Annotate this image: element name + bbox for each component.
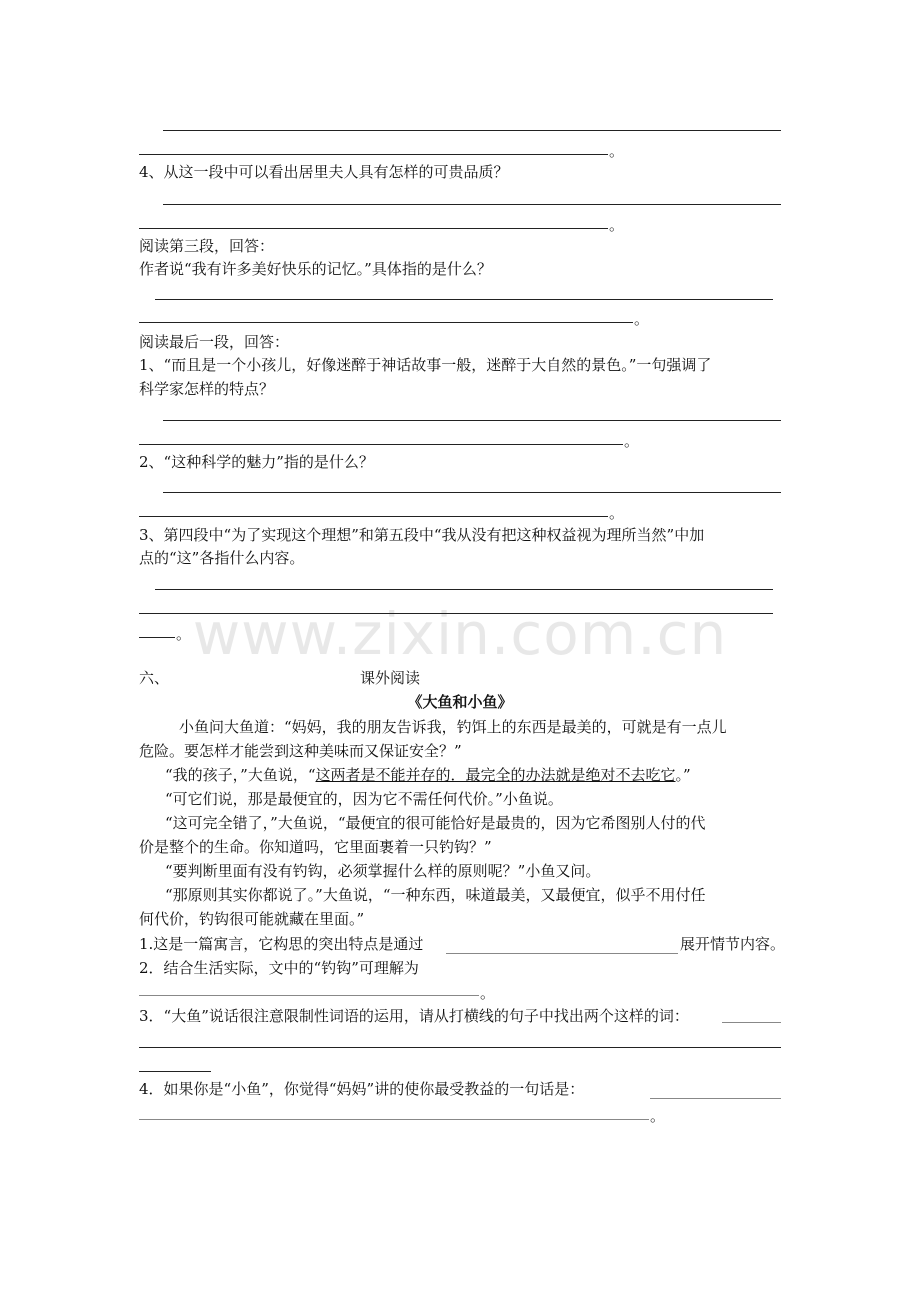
story-paragraph: “这可完全错了，”大鱼说，“最便宜的很可能恰好是最贵的，因为它希图别人付的代	[165, 814, 706, 832]
last-question-1-cont: 科学家怎样的特点？	[139, 380, 275, 398]
answer-line	[722, 1022, 781, 1023]
answer-line	[155, 299, 773, 300]
answer-line	[139, 228, 608, 229]
question-1: 1.这是一篇寓言，它构思的突出特点是通过	[139, 935, 424, 953]
last-question-1: 1、“而且是一个小孩儿，好像迷醉于神话故事一般，迷醉于大自然的景色。”一句强调了	[139, 356, 712, 374]
period: 。	[480, 984, 496, 1002]
story-paragraph: “可它们说，那是最便宜的，因为它不需任何代价。”小鱼说。	[165, 790, 563, 808]
answer-line	[139, 613, 773, 614]
last-section-heading: 阅读最后一段，回答：	[139, 333, 290, 351]
story-title: 《大鱼和小鱼》	[407, 693, 513, 711]
answer-line	[139, 154, 608, 155]
dialogue-text: “我的孩子，”大鱼说，“	[165, 766, 316, 784]
story-paragraph: 价是整个的生命。你知道吗，它里面裹着一只钓钩？”	[139, 838, 492, 856]
answer-line	[139, 516, 608, 517]
story-paragraph: 危险。要怎样才能尝到这种美味而又保证安全？”	[139, 742, 462, 760]
story-paragraph: “那原则其实你都说了。”大鱼说，“一种东西，味道最美，又最便宜，似乎不用付任	[165, 886, 706, 904]
watermark: www.zixin.com.cn	[192, 600, 728, 668]
period: 。	[609, 216, 625, 234]
period: 。	[624, 432, 640, 450]
last-question-3: 3、第四段中“为了实现这个理想”和第五段中“我从没有把这种权益视为理所当然”中加	[139, 526, 705, 544]
section-name: 课外阅读	[360, 669, 421, 687]
answer-line	[139, 1047, 781, 1048]
answer-line	[163, 420, 781, 421]
period: 。	[176, 625, 192, 643]
answer-line	[163, 130, 781, 131]
period: 。	[650, 1107, 666, 1125]
last-question-3-cont: 点的“这”各指什么内容。	[139, 549, 305, 567]
answer-line	[139, 1119, 649, 1120]
question-2: 2．结合生活实际，文中的“钓钩”可理解为	[139, 959, 419, 977]
section-number: 六、	[139, 669, 170, 687]
section-3-heading: 阅读第三段，回答：	[139, 237, 275, 255]
underlined-sentence: 这两者是不能并存的．最完全的办法就是绝对不去吃它	[315, 766, 676, 784]
dialogue-text: 。”	[675, 766, 691, 784]
period: 。	[609, 142, 625, 160]
period: 。	[634, 310, 650, 328]
answer-line	[139, 444, 623, 445]
answer-line	[446, 953, 678, 954]
question-4-fish: 4．如果你是“小鱼”，你觉得“妈妈”讲的使你最受教益的一句话是：	[139, 1080, 585, 1098]
answer-line	[139, 637, 175, 638]
answer-line	[163, 204, 781, 205]
period: 。	[609, 504, 625, 522]
answer-line	[139, 995, 479, 996]
question-1-end: 展开情节内容。	[680, 935, 786, 953]
question-4: 4、从这一段中可以看出居里夫人具有怎样的可贵品质？	[139, 163, 509, 181]
answer-line	[163, 492, 781, 493]
question-3: 3．“大鱼”说话很注意限制性词语的运用，请从打横线的句子中找出两个这样的词：	[139, 1007, 689, 1025]
answer-line	[155, 589, 773, 590]
section-3-question: 作者说“我有许多美好快乐的记忆。”具体指的是什么？	[139, 260, 492, 278]
story-paragraph: 何代价，钓钩很可能就藏在里面。”	[139, 910, 365, 928]
story-paragraph: 小鱼问大鱼道：“妈妈，我的朋友告诉我，钓饵上的东西是最美的，可就是有一点儿	[179, 718, 727, 736]
answer-line	[139, 322, 633, 323]
last-question-2: 2、“这种科学的魅力”指的是什么？	[139, 453, 374, 471]
answer-line	[650, 1098, 781, 1099]
story-paragraph	[165, 764, 691, 786]
answer-line	[139, 1071, 211, 1072]
story-paragraph: “要判断里面有没有钓钩，必须掌握什么样的原则呢？”小鱼又问。	[165, 862, 601, 880]
